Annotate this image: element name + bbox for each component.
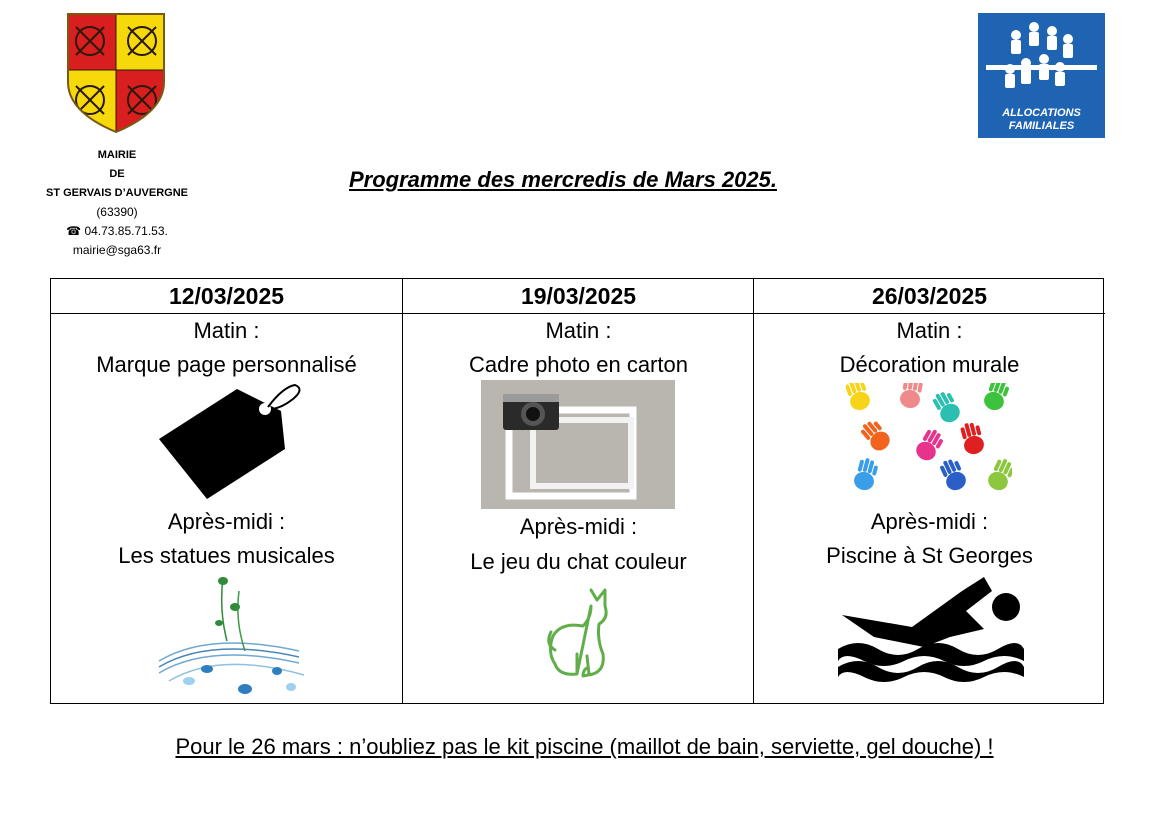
caf-text-line1: ALLOCATIONS: [1002, 107, 1081, 119]
afternoon-label: Après-midi :: [870, 509, 989, 534]
day-date: 12/03/2025: [51, 279, 402, 314]
colored-hands-image: [846, 383, 1012, 501]
morning-label: Matin :: [193, 318, 260, 343]
day-date: 26/03/2025: [754, 279, 1105, 314]
mairie-line2: DE: [109, 168, 125, 180]
town-crest-logo: [64, 12, 168, 134]
morning-label: Matin :: [545, 318, 612, 343]
mairie-line3: ST GERVAIS D’AUVERGNE: [45, 187, 188, 199]
schedule-table: [50, 278, 1104, 704]
morning-activity: Marque page personnalisé: [96, 352, 357, 377]
mairie-line1: MAIRIE: [97, 149, 137, 161]
swimming-kit-reminder: Pour le 26 mars : n’oubliez pas le kit piscine (maillot de bain, serviette, gel douche) !: [175, 734, 994, 759]
afternoon-label: Après-midi :: [519, 514, 638, 539]
tag-icon: [155, 379, 305, 503]
afternoon-activity: Le jeu du chat couleur: [470, 549, 687, 574]
cat-icon: [543, 584, 617, 680]
morning-activity: Décoration murale: [839, 352, 1020, 377]
afternoon-activity: Piscine à St Georges: [826, 543, 1033, 568]
page-title: Programme des mercredis de Mars 2025.: [349, 167, 778, 192]
music-notes-icon: [149, 571, 309, 701]
phone-icon: ☎: [66, 224, 82, 238]
caf-text-line2: FAMILIALES: [1008, 120, 1075, 132]
phone-number: 04.73.85.71.53.: [84, 224, 168, 238]
day-date: 19/03/2025: [403, 279, 754, 314]
afternoon-label: Après-midi :: [167, 509, 286, 534]
caf-logo: [978, 13, 1105, 138]
camera-photo-frame-image: [481, 380, 675, 509]
postal-code: (63390): [96, 205, 138, 219]
mairie-contact-block: [40, 146, 194, 260]
swimmer-icon: [834, 571, 1028, 689]
morning-activity: Cadre photo en carton: [469, 352, 688, 377]
phone-line: [40, 222, 194, 241]
family-figures-icon: [978, 13, 1105, 103]
afternoon-activity: Les statues musicales: [118, 543, 335, 568]
day-column-1: [51, 279, 402, 703]
day-column-2: [402, 279, 754, 703]
day-column-3: [753, 279, 1105, 703]
email: mairie@sga63.fr: [72, 243, 162, 257]
morning-label: Matin :: [896, 318, 963, 343]
